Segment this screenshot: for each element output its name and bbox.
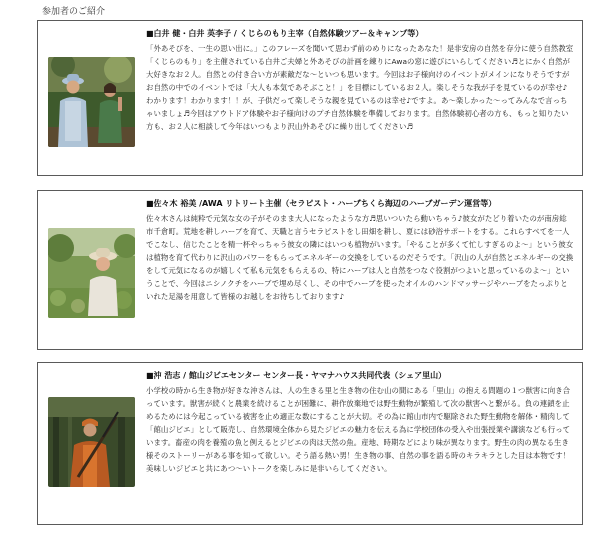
participant-photo [48, 57, 135, 147]
participant-card [37, 20, 583, 176]
participant-name: ■白井 健・白井 英李子 / くじらのもり主宰（自然体験ツアー＆キャンプ等） [146, 29, 424, 38]
participant-bio: 佐々木さんは純粋で元気な女の子がそのまま大人になったような方♬思いついたら動いちゃう♪彼女がたどり着いたのが南房総市千倉町。荒地を耕しハーブを育て、天職と言うセラピストをし田畑を耕し、夏には砂浴サポートをする。これらすべてを一人でこなし、信じたことを精一杯やっちゃう彼女の隣にはいつも植物がいます。「やることが多くて忙しすぎるのよ～」という彼女は植物を育て代わりに沢山のパワーをもらってエネルギーの交換をしているのだそうです。「沢山の人が自然とエネルギーの交換をして元気になるのが嬉しくて私も元気をもらえるの、特にハーブは人と自然をつなぐ役割がつよいと思っているのよ～」ということで、今回はニシノクチをハーブで埋め尽くし、その中でハーブを使ったオイルのハンドマッサージやハーブをたっぷりといれた足湯を用意して皆様のお越しをお待ちしております♪ [146, 214, 574, 301]
participant-card [37, 362, 583, 525]
participant-bio: 「外あそびを、一生の思い出に。」このフレーズを聞いて思わず前のめりになったあなた！是非安房の自然を存分に使う自然教室「くじらのもり」を主催されている白井ご夫婦と外あそびの計画を練りにAwaの窓に遊びにいらしてください♬とにかく自然が大好きなお２人。自然との付き合い方が素敵だな～といつも思います。今回はお子様向けのイベントがメインになりそうですがお自然の中でのイベントでは「大人も本気であそぶこと！」を目標にしているお２人。楽しそうな我が子を見ているのが幸せ♪わかります！わかります！！が、子供だって楽しそうな親を見ているのは幸せ♪ですよ。あ～楽しかった～ってみんなで言っちゃいましょ♬今回はアウトドア体験やお子様向けのプチ自然体験を準備しております。自然体験初心者の方も、もっと知りたい方も、お２人に相談して今年はいつもより沢山外あそびに繰り出してください♬ [146, 44, 574, 131]
participant-photo [48, 228, 135, 318]
section-title: 参加者のご紹介 [42, 7, 106, 17]
participant-name: ■沖 浩志 / 館山ジビエセンター センター長・ヤマナハウス共同代表（シェア里山） [146, 371, 447, 380]
participant-name: ■佐々木 裕美 /AWA リトリート主催（セラピスト・ハーブちくら海辺のハーブガーデン運営等） [146, 199, 497, 208]
participant-bio: 小学校の時から生き物が好きな沖さんは、人の生きる里と生き物の住む山の間にある「里山」の抱える問題の１つ獣害に向き合っています。獣害が続くと農業を続けることが困難に、耕作放棄地では野生動物が繁殖して次の獣害へと繋がる。負の連鎖を止めるためには今起こっている被害を止め適正な数にすることが大切。その為に館山市内で駆除された野生動物を解体・精肉して「館山ジビエ」として販売し、自然環境全体から見たジビエの魅力を伝える為に学校団体の受入や出張授業や講演なども行っています。畜産の肉を養殖の魚と例えるとジビエの肉は天然の魚。産地、時期などにより味が異なります。野生の肉の異なる生き様そのストーリーがある事を知って欲しい。そう語る熱い男！生き物の事、自然の事を語る時のキラキラとした目は本物です！美味しいジビエと共にあつ～いトークを楽しみに是非いらしてください。 [146, 386, 571, 473]
participant-card [37, 190, 583, 350]
participant-photo [48, 397, 135, 487]
